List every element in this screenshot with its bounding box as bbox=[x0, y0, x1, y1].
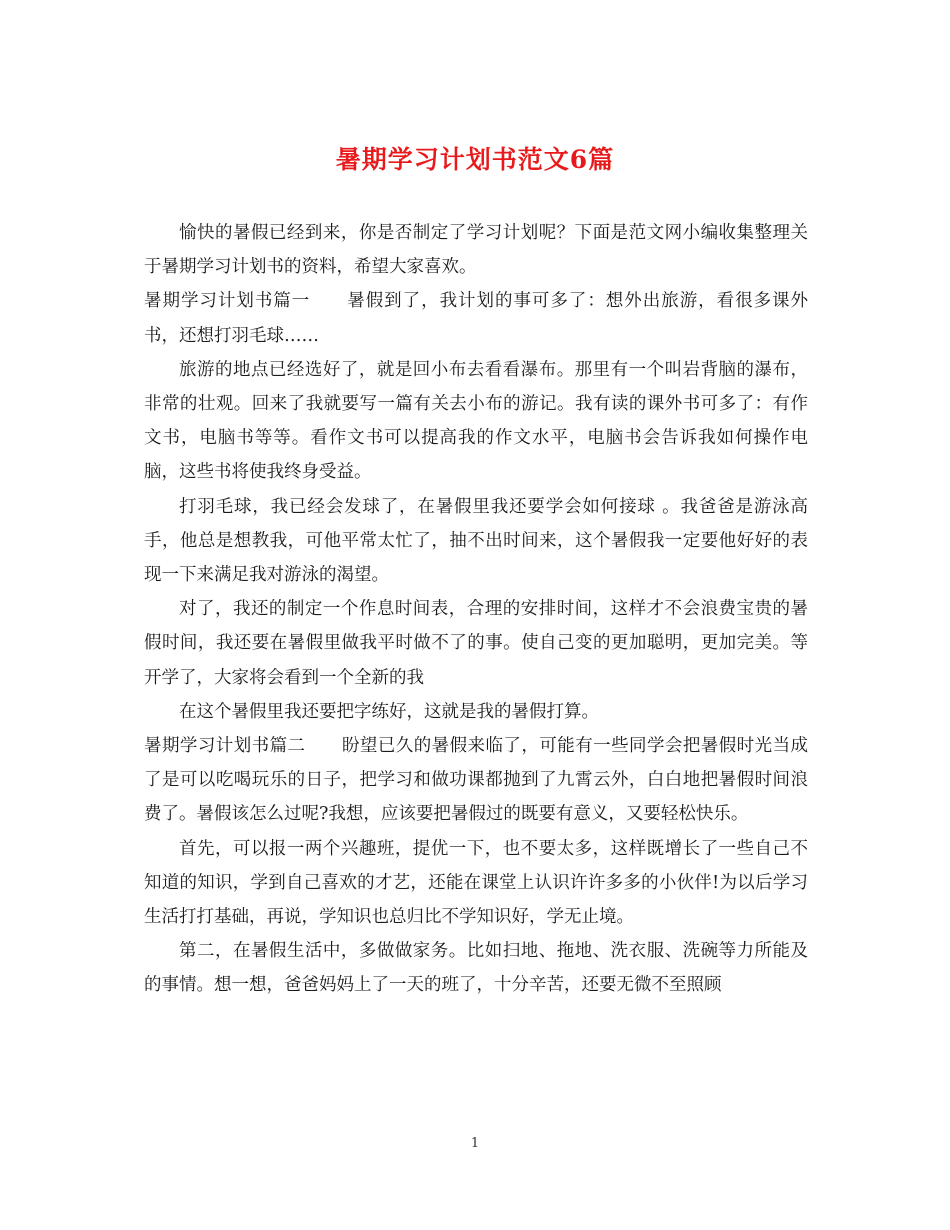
section-two-heading: 暑期学习计划书篇二 bbox=[144, 736, 306, 757]
section-two-paragraph bbox=[144, 729, 808, 832]
body-paragraph: 在这个暑假里我还要把字练好，这就是我的暑假打算。 bbox=[179, 701, 599, 722]
section-one-text: 暑假到了，我计划的事可多了：想外出旅游，看很多课外书，还想打羽毛球…… bbox=[144, 291, 809, 346]
document-title: 暑期学习计划书范文6篇 bbox=[335, 145, 615, 174]
section-one-heading: 暑期学习计划书篇一 bbox=[144, 291, 311, 312]
body-paragraph: 对了，我还的制定一个作息时间表，合理的安排时间，这样才不会浪费宝贵的暑假时间，我还要在暑假里做我平时做不了的事。使自己变的更加聪明，更加完美。等开学了，大家将会看到一个全新的我 bbox=[144, 599, 808, 688]
section-one-paragraph bbox=[144, 284, 808, 352]
document-body bbox=[144, 216, 808, 1003]
body-paragraph: 第二，在暑假生活中，多做做家务。比如扫地、拖地、洗衣服、洗碗等力所能及的事情。想一想，爸爸妈妈上了一天的班了，十分辛苦，还要无微不至照顾 bbox=[144, 941, 808, 996]
section-two-text: 盼望已久的暑假来临了，可能有一些同学会把暑假时光当成了是可以吃喝玩乐的日子，把学习和做功课都抛到了九霄云外，白白地把暑假时间浪费了。暑假该怎么过呢?我想，应该要把暑假过的既要有意义，又要轻松快乐。 bbox=[144, 736, 809, 825]
body-paragraph: 首先，可以报一两个兴趣班，提优一下，也不要太多，这样既增长了一些自己不知道的知识，学到自己喜欢的才艺，还能在课堂上认识许许多多的小伙伴!为以后学习生活打打基础，再说，学知识也总归比不学知识好，学无止境。 bbox=[144, 838, 808, 928]
intro-paragraph: 愉快的暑假已经到来，你是否制定了学习计划呢？下面是范文网小编收集整理关于暑期学习计划书的资料，希望大家喜欢。 bbox=[144, 223, 808, 278]
body-paragraph: 打羽毛球，我已经会发球了，在暑假里我还要学会如何接球 。我爸爸是游泳高手，他总是想教我，可他平常太忙了，抽不出时间来，这个暑假我一定要他好好的表现一下来满足我对游泳的渴望。 bbox=[144, 496, 808, 586]
body-paragraph: 旅游的地点已经选好了，就是回小布去看看瀑布。那里有一个叫岩背脑的瀑布，非常的壮观。回来了我就要写一篇有关去小布的游记。我有读的课外书可多了：有作文书，电脑书等等。看作文书可以提高我的作文水平，电脑书会告诉我如何操作电脑，这些书将使我终身受益。 bbox=[144, 359, 808, 483]
page-number: 1 bbox=[470, 1136, 480, 1151]
